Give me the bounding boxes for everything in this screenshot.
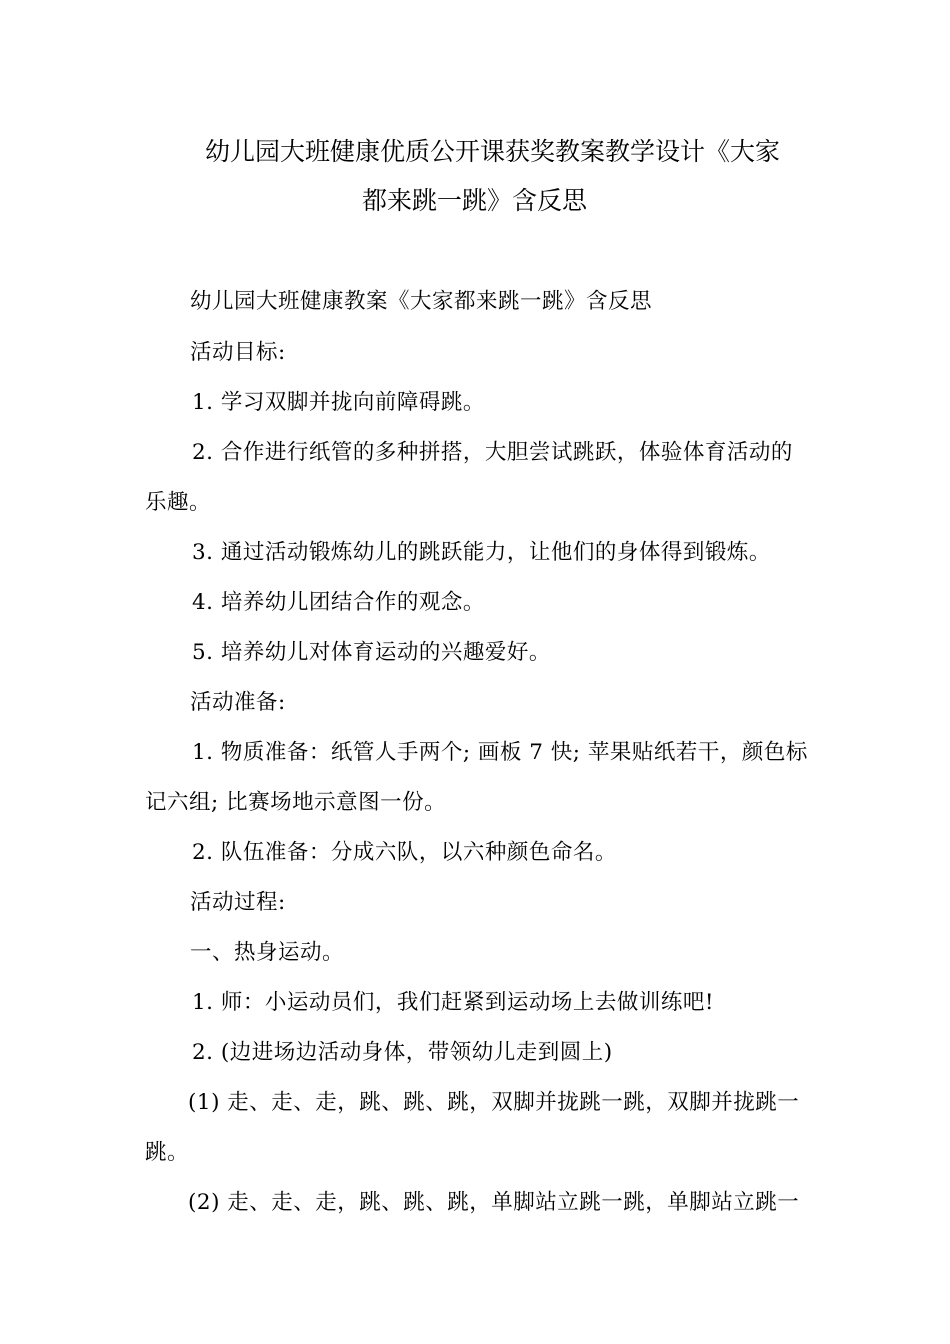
body-line: (1) 走、走、走，跳、跳、跳，双脚并拢跳一跳，双脚并拢跳一 <box>188 1090 800 1115</box>
body-line-continuation: 记六组; 比赛场地示意图一份。 <box>145 790 447 815</box>
body-line: 2. (边进场边活动身体，带领幼儿走到圆上) <box>192 1040 613 1065</box>
body-line: 1. 物质准备：纸管人手两个; 画板 7 快; 苹果贴纸若干，颜色标 <box>192 740 808 765</box>
section-heading-process: 活动过程: <box>190 890 286 915</box>
body-line: 4. 培养幼儿团结合作的观念。 <box>192 590 485 615</box>
body-line-continuation: 乐趣。 <box>145 490 212 515</box>
body-line: 5. 培养幼儿对体育运动的兴趣爱好。 <box>192 640 551 665</box>
body-line: 3. 通过活动锻炼幼儿的跳跃能力，让他们的身体得到锻炼。 <box>192 540 771 565</box>
body-line: 2. 合作进行纸管的多种拼搭，大胆尝试跳跃，体验体育活动的 <box>192 440 793 465</box>
body-line: 2. 队伍准备：分成六队，以六种颜色命名。 <box>192 840 617 865</box>
body-line: 1. 师：小运动员们，我们赶紧到运动场上去做训练吧! <box>192 990 714 1015</box>
body-heading: 幼儿园大班健康教案《大家都来跳一跳》含反思 <box>190 289 653 314</box>
body-line: (2) 走、走、走，跳、跳、跳，单脚站立跳一跳，单脚站立跳一 <box>188 1190 800 1215</box>
document-title-line-1: 幼儿园大班健康优质公开课获奖教案教学设计《大家 <box>205 137 781 166</box>
section-heading-preparation: 活动准备: <box>190 690 286 715</box>
body-line: 1. 学习双脚并拢向前障碍跳。 <box>192 390 485 415</box>
body-line-continuation: 跳。 <box>145 1140 190 1165</box>
subsection-heading: 一、热身运动。 <box>190 940 345 965</box>
section-heading-goals: 活动目标: <box>190 340 286 365</box>
document-title-line-2: 都来跳一跳》含反思 <box>362 186 588 215</box>
